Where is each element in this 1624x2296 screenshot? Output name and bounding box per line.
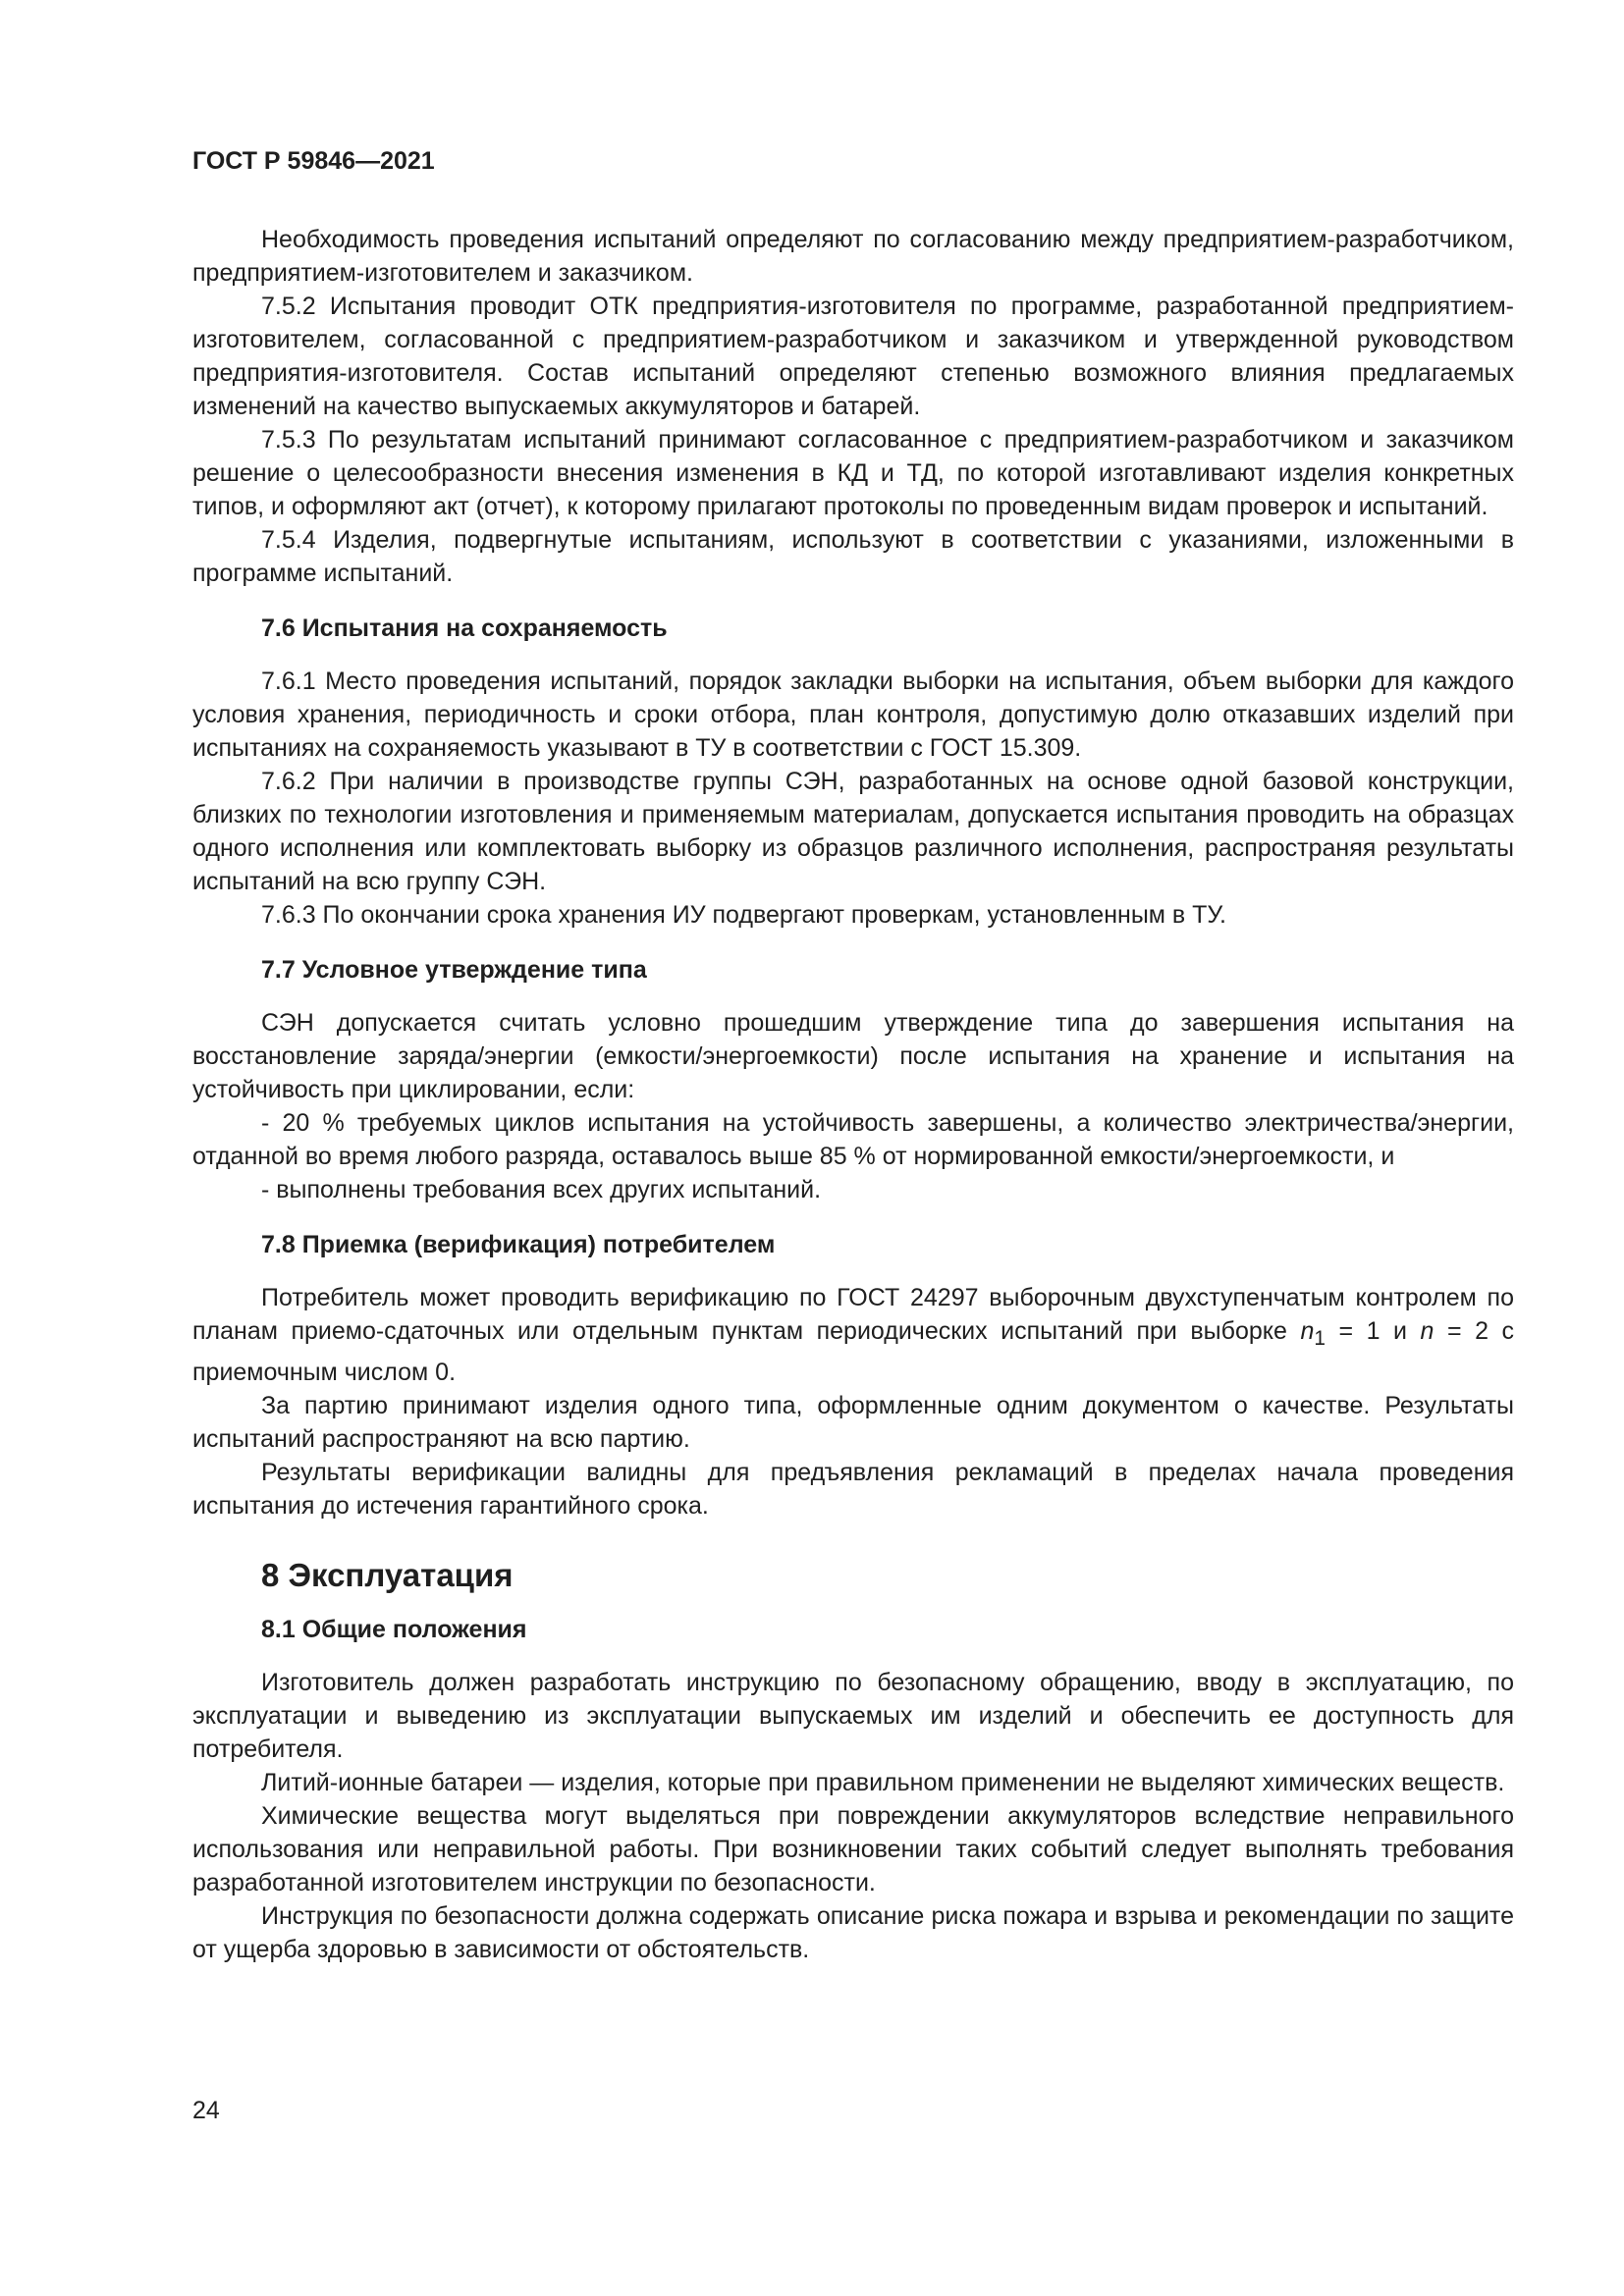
paragraph-7-6-2: 7.6.2 При наличии в производстве группы СЭН, разработанных на основе одной базовой конструкции, близких по технологии изготовления и применяемым материалам, допускается испытания проводить на образцах одного исполнения или комплектовать выборку из образцов различного исполнения, распространяя результаты испытаний на всю группу СЭН. — [192, 768, 1514, 895]
paragraph-7-7-item-2: - выполнены требования всех других испытаний. — [261, 1176, 822, 1203]
subscript: 1 — [1314, 1327, 1326, 1350]
paragraph-8-1-a: Изготовитель должен разработать инструкцию по безопасному обращению, вводу в эксплуатацию, по эксплуатации и выведению из эксплуатации выпускаемых им изделий и обеспечить ее доступность для потребителя. — [192, 1669, 1514, 1763]
paragraph-7-6-1: 7.6.1 Место проведения испытаний, порядок закладки выборки на испытания, объем выборки для каждого условия хранения, периодичность и сроки отбора, план контроля, допустимую долю отказавших изделий при испытаниях на сохраняемость указывают в ТУ в соответствии с ГОСТ 15.309. — [192, 667, 1514, 762]
section-heading-8-1: 8.1 Общие положения — [261, 1616, 527, 1643]
paragraph: Необходимость проведения испытаний определяют по согласованию между предприятием-разработчиком, предприятием-изготовителем и заказчиком. — [192, 226, 1514, 287]
paragraph-7-8-batch: За партию принимают изделия одного типа, оформленные одним документом о качестве. Результаты испытаний распространяют на всю партию. — [192, 1392, 1514, 1453]
paragraph-7-7-item-1: - 20 % требуемых циклов испытания на устойчивость завершены, а количество электричества/энергии, отданной во время любого разряда, оставалось выше 85 % от нормированной емкости/энергоемкости, и — [192, 1109, 1514, 1170]
paragraph-8-1-d: Инструкция по безопасности должна содержать описание риска пожара и взрыва и рекомендации по защите от ущерба здоровью в зависимости от обстоятельств. — [192, 1902, 1514, 1963]
section-heading-7-8: 7.8 Приемка (верификация) потребителем — [261, 1231, 776, 1258]
document-header: ГОСТ Р 59846—2021 — [192, 147, 435, 175]
section-heading-7-6: 7.6 Испытания на сохраняемость — [261, 614, 668, 642]
paragraph-7-5-2: 7.5.2 Испытания проводит ОТК предприятия-изготовителя по программе, разработанной предприятием-изготовителем, согласованной с предприятием-разработчиком и заказчиком и утвержденной руководством предприятия-изготовителя. Состав испытаний определяют степенью возможного влияния предлагаемых изменений на качество выпускаемых аккумуляторов и батарей. — [192, 293, 1514, 420]
variable-n: n — [1300, 1317, 1315, 1345]
paragraph-7-8-claims: Результаты верификации валидны для предъявления рекламаций в пределах начала проведения испытания до истечения гарантийного срока. — [192, 1459, 1514, 1520]
page-number: 24 — [192, 2097, 220, 2124]
paragraph-7-5-4: 7.5.4 Изделия, подвергнутые испытаниям, используют в соответствии с указаниями, изложенными в программе испытаний. — [192, 526, 1514, 587]
section-heading-7-7: 7.7 Условное утверждение типа — [261, 956, 647, 984]
paragraph-8-1-c: Химические вещества могут выделяться при повреждении аккумуляторов вследствие неправильного использования или неправильной работы. При возникновении таких событий следует выполнять требования разработанной изготовителем инструкции по безопасности. — [192, 1802, 1514, 1896]
section-heading-8: 8 Эксплуатация — [261, 1557, 514, 1593]
text-run: Потребитель может проводить верификацию по ГОСТ 24297 выборочным двухступенчатым контролем по планам приемо-сдаточных или отдельным пунктам периодических испытаний при выборке — [192, 1284, 1514, 1345]
document-page — [192, 147, 1514, 1966]
paragraph-7-5-3: 7.5.3 По результатам испытаний принимают согласованное с предприятием-разработчиком и заказчиком решение о целесообразности внесения изменения в КД и ТД, по которой изготавливают изделия конкретных типов, и оформляют акт (отчет), к которому прилагают протоколы по проведенным видам проверок и испытаний. — [192, 426, 1514, 520]
text-run: = 1 и — [1325, 1317, 1421, 1345]
paragraph-7-7-intro: СЭН допускается считать условно прошедшим утверждение типа до завершения испытания на восстановление заряда/энергии (емкости/энергоемкости) после испытания на хранение и испытания на устойчивость при циклировании, если: — [192, 1009, 1514, 1103]
paragraph-7-6-3: 7.6.3 По окончании срока хранения ИУ подвергают проверкам, установленным в ТУ. — [261, 901, 1226, 929]
text-run: = 2 с приемочным числом 0. — [192, 1317, 1514, 1386]
variable-n: n — [1420, 1317, 1435, 1345]
paragraph-7-8-verification — [192, 1281, 1514, 1389]
paragraph-8-1-b: Литий-ионные батареи — изделия, которые при правильном применении не выделяют химических веществ. — [261, 1769, 1505, 1796]
